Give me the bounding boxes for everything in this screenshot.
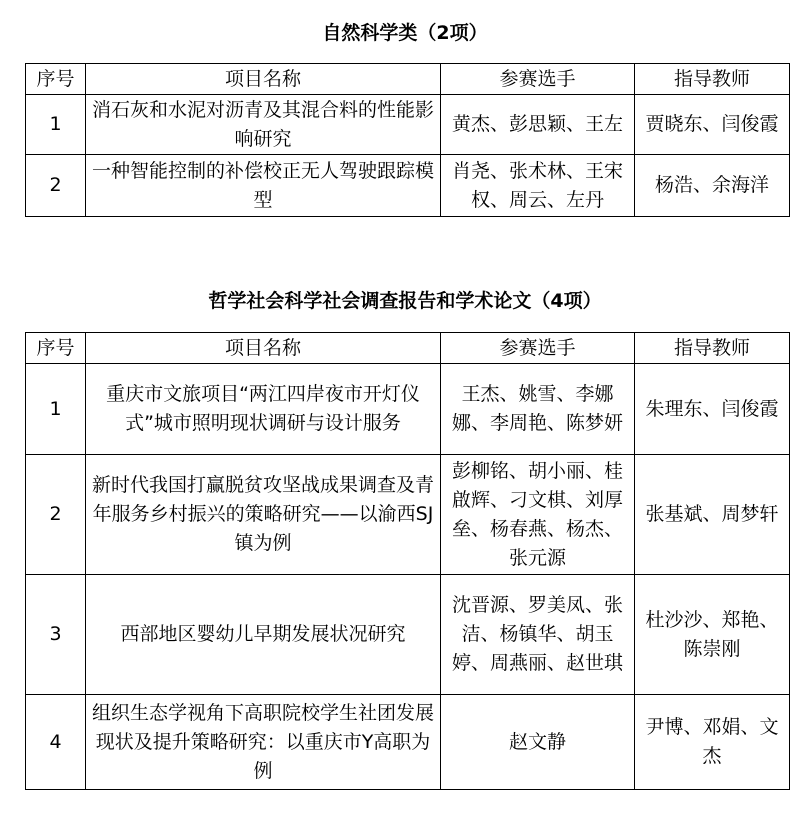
cell-project: 组织生态学视角下高职院校学生社团发展现状及提升策略研究：以重庆市Y高职为例 [86, 695, 441, 790]
table-header-row [26, 333, 790, 364]
cell-students: 王杰、姚雪、李娜娜、李周艳、陈梦妍 [441, 364, 635, 455]
table-row [26, 695, 790, 790]
cell-no: 2 [26, 455, 86, 575]
section-title-natural-science: 自然科学类（2项） [322, 22, 488, 44]
cell-advisors: 杨浩、余海洋 [635, 155, 790, 217]
social-science-table [25, 332, 790, 790]
table-row [26, 575, 790, 695]
cell-advisors: 尹博、邓娟、文杰 [635, 695, 790, 790]
cell-no: 4 [26, 695, 86, 790]
cell-students: 沈晋源、罗美凤、张洁、杨镇华、胡玉婷、周燕丽、赵世琪 [441, 575, 635, 695]
cell-students: 肖尧、张术林、王宋权、周云、左丹 [441, 155, 635, 217]
header-advisors: 指导教师 [635, 333, 790, 364]
table-row [26, 364, 790, 455]
table-row [26, 455, 790, 575]
cell-project: 西部地区婴幼儿早期发展状况研究 [86, 575, 441, 695]
cell-advisors: 贾晓东、闫俊霞 [635, 95, 790, 155]
cell-advisors: 朱理东、闫俊霞 [635, 364, 790, 455]
header-students: 参赛选手 [441, 333, 635, 364]
header-no: 序号 [26, 64, 86, 95]
section-title-social-science: 哲学社会科学社会调查报告和学术论文（4项） [208, 290, 602, 312]
natural-science-table [25, 63, 790, 217]
cell-no: 1 [26, 364, 86, 455]
cell-project: 重庆市文旅项目“两江四岸夜市开灯仪式”城市照明现状调研与设计服务 [86, 364, 441, 455]
header-project: 项目名称 [86, 64, 441, 95]
header-project: 项目名称 [86, 333, 441, 364]
cell-no: 1 [26, 95, 86, 155]
cell-no: 3 [26, 575, 86, 695]
cell-project: 新时代我国打赢脱贫攻坚战成果调查及青年服务乡村振兴的策略研究——以渝西SJ镇为例 [86, 455, 441, 575]
cell-no: 2 [26, 155, 86, 217]
header-no: 序号 [26, 333, 86, 364]
cell-students: 黄杰、彭思颖、王左 [441, 95, 635, 155]
table-header-row [26, 64, 790, 95]
cell-advisors: 杜沙沙、郑艳、陈崇刚 [635, 575, 790, 695]
table-row [26, 95, 790, 155]
table-row [26, 155, 790, 217]
cell-advisors: 张基斌、周梦轩 [635, 455, 790, 575]
header-advisors: 指导教师 [635, 64, 790, 95]
cell-students: 彭柳铭、胡小丽、桂啟辉、刁文棋、刘厚垒、杨春燕、杨杰、张元源 [441, 455, 635, 575]
cell-project: 消石灰和水泥对沥青及其混合料的性能影响研究 [86, 95, 441, 155]
cell-students: 赵文静 [441, 695, 635, 790]
cell-project: 一种智能控制的补偿校正无人驾驶跟踪模型 [86, 155, 441, 217]
header-students: 参赛选手 [441, 64, 635, 95]
